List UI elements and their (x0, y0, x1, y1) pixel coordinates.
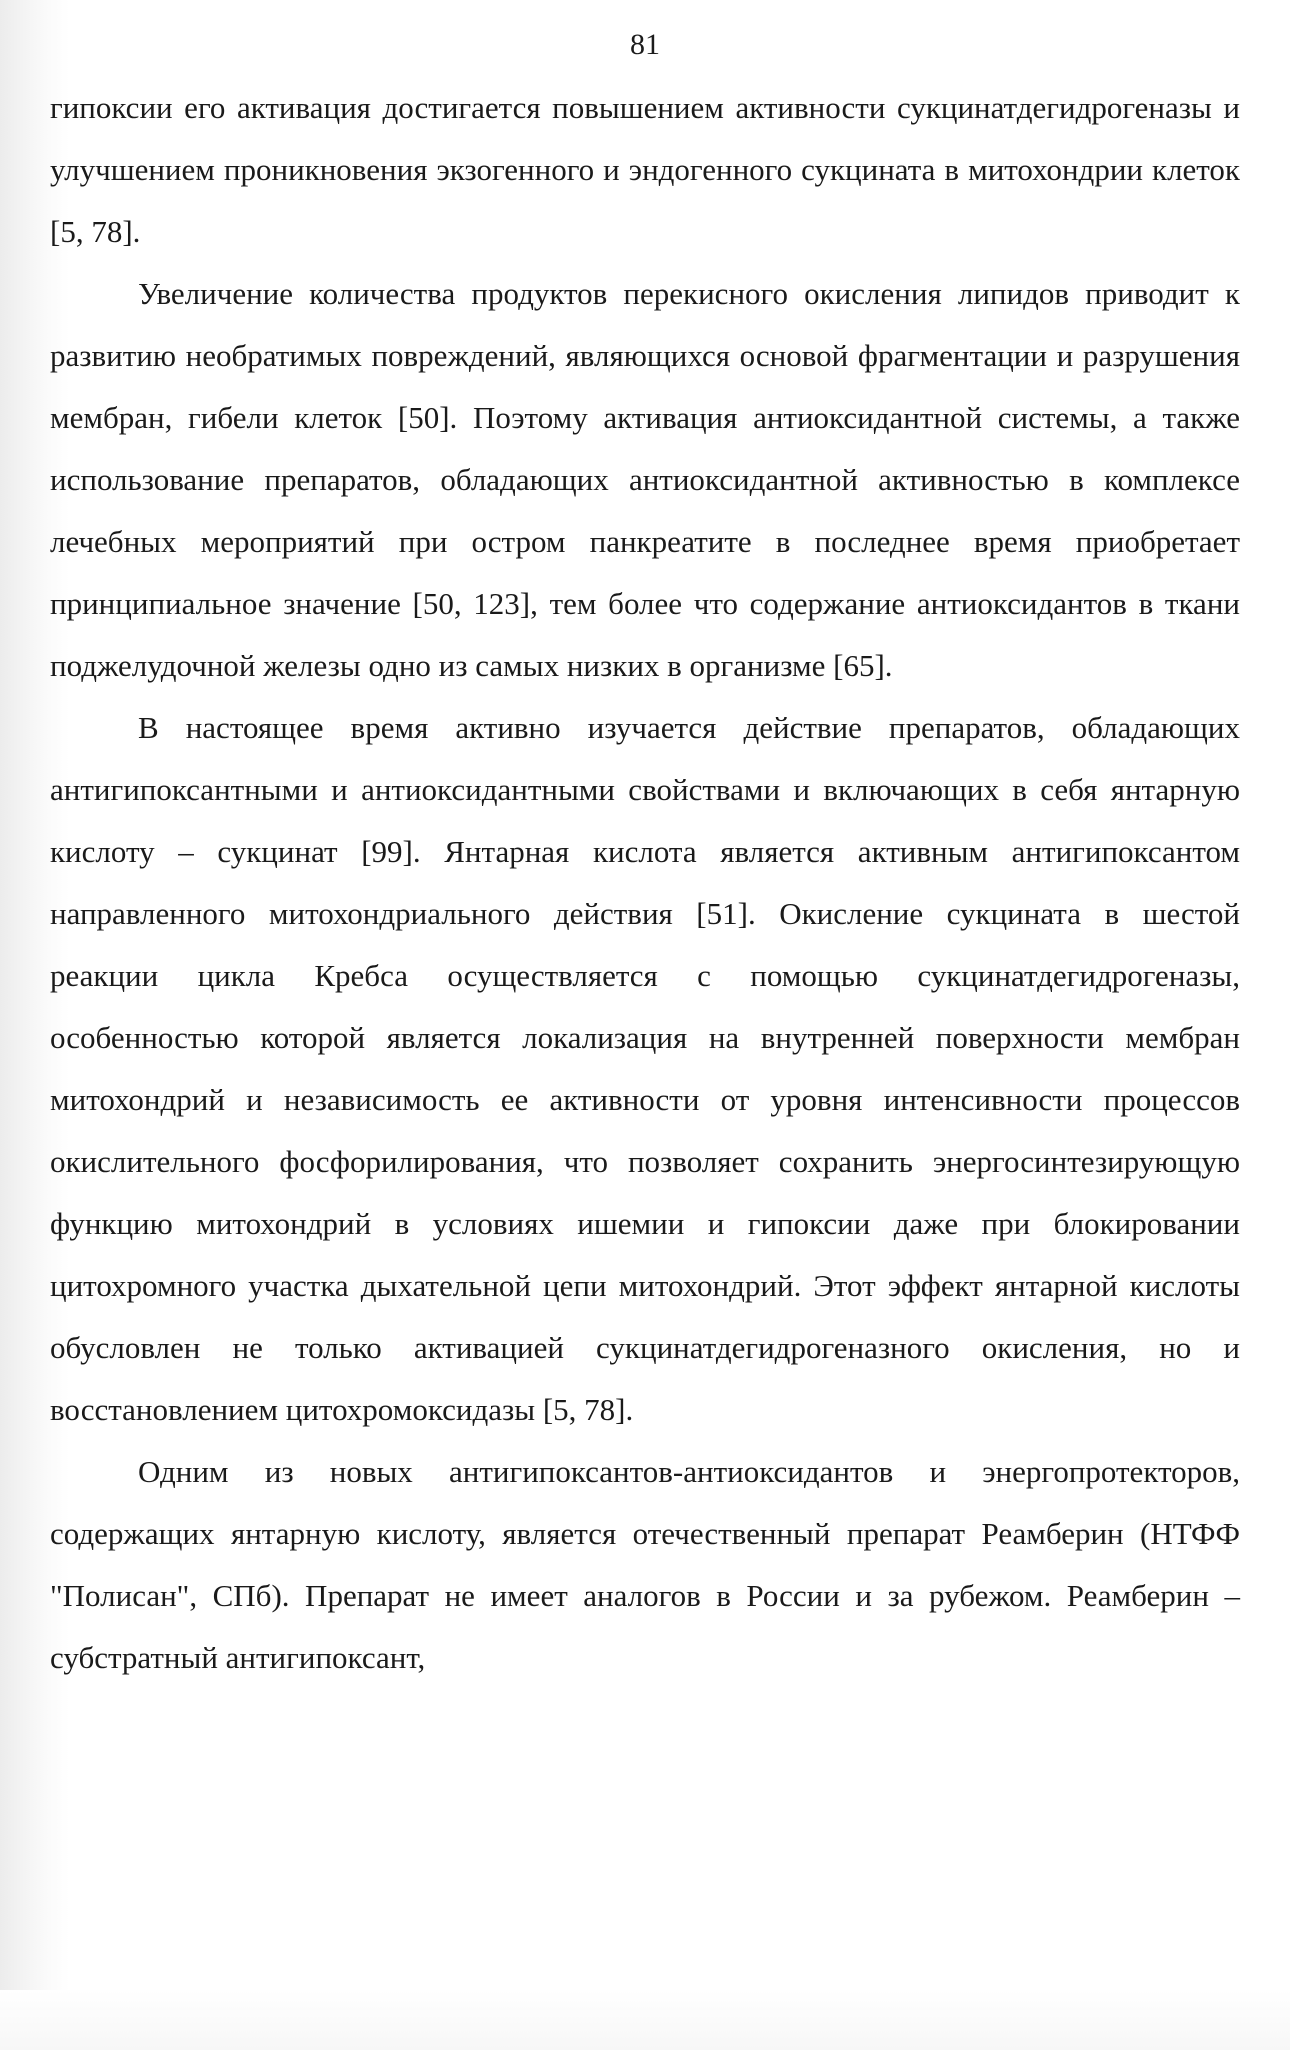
page-number: 81 (630, 28, 660, 61)
paragraph-4: Одним из новых антигипоксантов-антиоксидантов и энергопротекторов, содержащих янтарную кислоту, является отечественный препарат Реамберин (НТФФ "Полисан", СПб). Препарат не имеет аналогов в России и за рубежом. Реамберин – субстратный антигипоксант, (50, 1454, 1240, 1675)
scan-shadow-bottom (0, 1990, 1290, 2050)
paragraph-2: Увеличение количества продуктов перекисного окисления липидов приводит к развитию необратимых повреждений, являющихся основой фрагментации и разрушения мембран, гибели клеток [50]. Поэтому активация антиоксидантной системы, а также использование препаратов, обладающих антиоксидантной активностью в комплексе лечебных мероприятий при остром панкреатите в последнее время приобретает принципиальное значение [50, 123], тем более что содержание антиоксидантов в ткани поджелудочной железы одно из самых низких в организме [65]. (50, 276, 1240, 683)
paragraph-1: гипоксии его активация достигается повышением активности сукцинатдегидрогеназы и улучшением проникновения экзогенного и эндогенного сукцината в митохондрии клеток [5, 78]. (50, 90, 1240, 249)
paragraph-3: В настоящее время активно изучается действие препаратов, обладающих антигипоксантными и антиоксидантными свойствами и включающих в себя янтарную кислоту – сукцинат [99]. Янтарная кислота является активным антигипоксантом направленного митохондриального действия [51]. Окисление сукцината в шестой реакции цикла Кребса осуществляется с помощью сукцинатдегидрогеназы, особенностью которой является локализация на внутренней поверхности мембран митохондрий и независимость ее активности от уровня интенсивности процессов окислительного фосфорилирования, что позволяет сохранить энергосинтезирующую функцию митохондрий в условиях ишемии и гипоксии даже при блокировании цитохромного участка дыхательной цепи митохондрий. Этот эффект янтарной кислоты обусловлен не только активацией сукцинатдегидрогеназного окисления, но и восстановлением цитохромоксидазы [5, 78]. (50, 710, 1240, 1427)
body-text (50, 77, 1240, 1689)
